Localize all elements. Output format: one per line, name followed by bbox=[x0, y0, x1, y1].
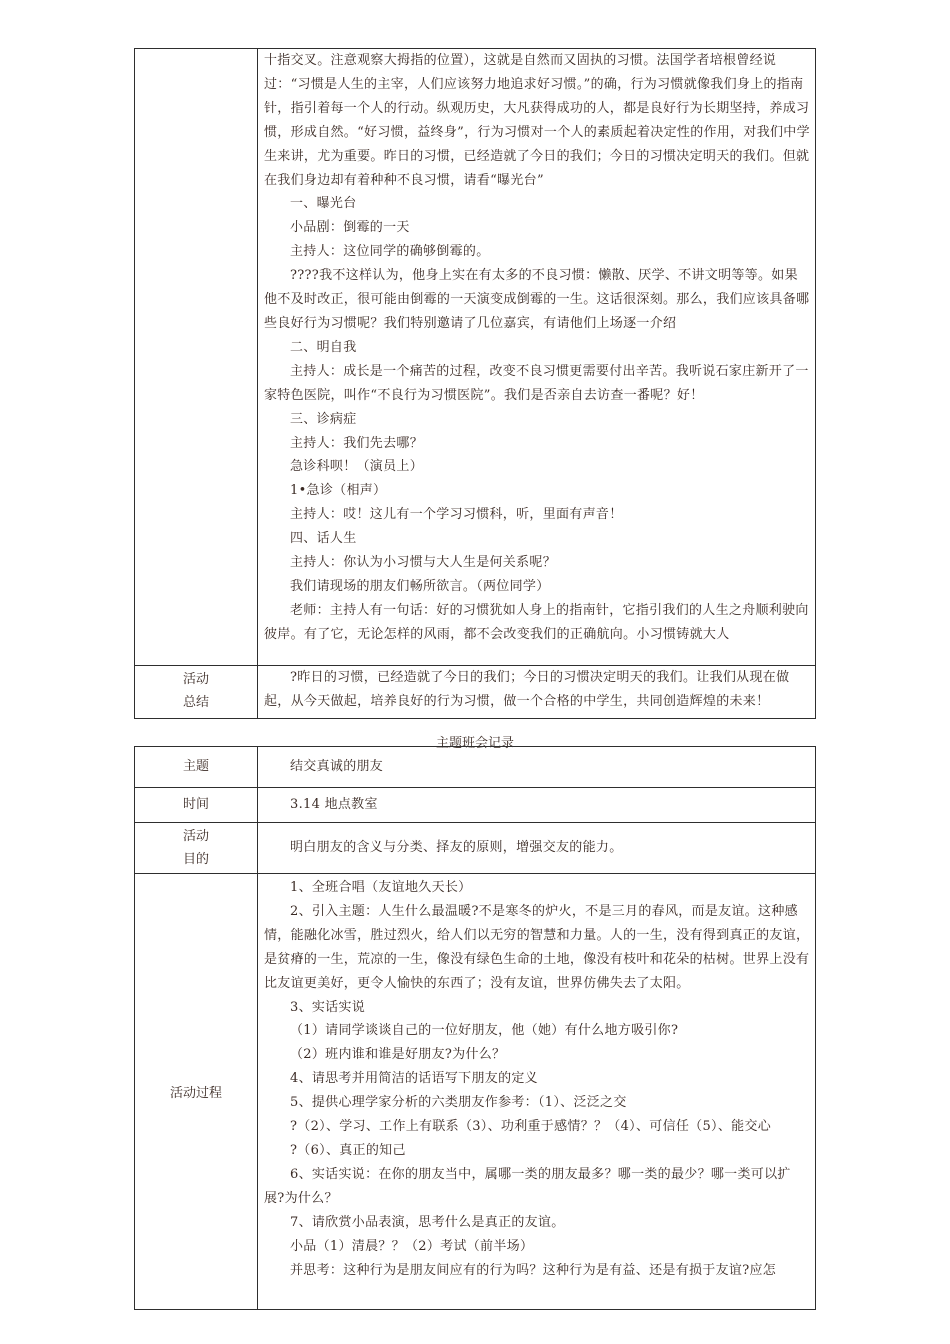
section-heading: 三、诊病症 bbox=[290, 411, 357, 427]
purpose-label: 活动 bbox=[182, 829, 209, 844]
table-row bbox=[135, 666, 816, 719]
table-row bbox=[135, 874, 816, 1310]
summary-text: ?昨日的习惯，已经造就了今日的我们；今日的习惯决定明天的我们。让我们从现在做起，从今天做起，培养良好的行为习惯，做一个合格的中学生，共同创造辉煌的未来！ bbox=[264, 670, 790, 709]
paragraph: ????我不这样认为，他身上实在有太多的不良习惯：懒散、厌学、不讲文明等等。如果他不及时改正，很可能由倒霉的一天演变成倒霉的一生。这话很深刻。那么，我们应该具备哪些良好行为习惯呢？我们特别邀请了几位嘉宾，有请他们上场逐一介绍 bbox=[264, 268, 810, 331]
paragraph: 主持人：我们先去哪？ bbox=[290, 435, 424, 451]
paragraph: ?（2）、学习、工作上有联系（3）、功利重于感情？？（4）、可信任（5）、能交心 bbox=[290, 1119, 772, 1135]
process-label-cell bbox=[135, 49, 258, 666]
paragraph: 主持人：哎！这儿有一个学习习惯科，听，里面有声音！ bbox=[290, 507, 623, 523]
purpose-label-cell bbox=[135, 823, 258, 874]
table-row bbox=[135, 823, 816, 874]
table-row bbox=[135, 747, 816, 788]
theme-value: 结交真诚的朋友 bbox=[258, 747, 816, 788]
table-row bbox=[135, 788, 816, 823]
paragraph: （1）请同学谈谈自己的一位好朋友，他（她）有什么地方吸引你? bbox=[290, 1023, 679, 1039]
paragraph: 6、实话实说：在你的朋友当中，属哪一类的朋友最多？哪一类的最少？哪一类可以扩展?为什么？ bbox=[264, 1166, 791, 1206]
paragraph: 2、引入主题：人生什么最温暖?不是寒冬的炉火，不是三月的春风，而是友谊。这种感情，能融化冰雪，胜过烈火，给人们以无穷的智慧和力量。人的一生，没有得到真正的友谊，是贫瘠的一生，荒凉的一生，像没有绿色生命的土地，像没有枝叶和花朵的枯树。世界上没有比友谊更美好，更令人愉快的东西了；没有友谊，世界仿佛失去了太阳。 bbox=[264, 903, 810, 991]
purpose-label: 目的 bbox=[182, 852, 209, 867]
summary-label-cell bbox=[135, 666, 258, 719]
process-content-cell bbox=[258, 874, 816, 1310]
purpose-value: 明白朋友的含义与分类、择友的原则，增强交友的能力。 bbox=[258, 823, 816, 874]
section-heading: 四、话人生 bbox=[290, 531, 357, 547]
paragraph: 1、全班合唱（友谊地久天长） bbox=[290, 880, 472, 895]
paragraph: （2）班内谁和谁是好朋友?为什么？ bbox=[290, 1047, 506, 1063]
summary-label: 总结 bbox=[182, 695, 209, 710]
table-row bbox=[135, 49, 816, 666]
record-table bbox=[134, 746, 816, 1310]
paragraph: 我们请现场的朋友们畅所欲言。（两位同学） bbox=[290, 578, 550, 594]
time-label: 时间 bbox=[135, 788, 258, 823]
theme-label: 主题 bbox=[135, 747, 258, 788]
paragraph: ?（6）、真正的知己 bbox=[290, 1142, 406, 1158]
paragraph: 1•急诊（相声） bbox=[290, 483, 387, 499]
paragraph: 3、实话实说 bbox=[290, 999, 366, 1015]
paragraph: 并思考：这种行为是朋友间应有的行为吗？这种行为是有益、还是有损于友谊?应怎 bbox=[290, 1262, 777, 1278]
paragraph: 十指交叉。注意观察大拇指的位置），这就是自然而又固执的习惯。法国学者培根曾经说过：“习惯是人生的主宰，人们应该努力地追求好习惯。”的确，行为习惯就像我们身上的指南针，指引着每一个人的行动。纵观历史，大凡获得成功的人，都是良好行为长期坚持，养成习惯，形成自然。“好习惯，益终身”，行为习惯对一个人的素质起着决定性的作用，对我们中学生来讲，尤为重要。昨日的习惯，已经造就了今日的我们；今日的习惯决定明天的我们。但就在我们身边却有着种种不良习惯，请看“曝光台” bbox=[264, 53, 810, 188]
section-heading: 一、曝光台 bbox=[290, 196, 357, 212]
paragraph: 主持人：这位同学的确够倒霉的。 bbox=[290, 244, 490, 260]
process-content bbox=[264, 49, 811, 665]
process-label: 活动过程 bbox=[135, 874, 258, 1310]
process-content bbox=[264, 874, 811, 1309]
time-value: 3.14 地点教室 bbox=[258, 788, 816, 823]
section-heading: 二、明自我 bbox=[290, 339, 357, 355]
paragraph: 5、提供心理学家分析的六类朋友作参考：（1）、泛泛之交 bbox=[290, 1095, 627, 1111]
summary-label: 活动 bbox=[182, 672, 209, 687]
summary-content-cell bbox=[258, 666, 816, 719]
paragraph: 急诊科呗！（演员上） bbox=[290, 459, 424, 475]
process-content-cell bbox=[258, 49, 816, 666]
paragraph: 小品剧：倒霉的一天 bbox=[290, 220, 410, 236]
page-title: 主题班会记录 bbox=[435, 736, 514, 751]
paragraph: 主持人：你认为小习惯与大人生是何关系呢？ bbox=[290, 555, 557, 571]
paragraph: 小品（1）清晨？？（2）考试（前半场） bbox=[290, 1238, 534, 1254]
paragraph: 老师：主持人有一句话：好的习惯犹如人身上的指南针，它指引我们的人生之舟顺利驶向彼岸。有了它，无论怎样的风雨，都不会改变我们的正确航向。小习惯铸就大人 bbox=[264, 602, 809, 642]
paragraph: 主持人：成长是一个痛苦的过程，改变不良习惯更需要付出辛苦。我听说石家庄新开了一家特色医院，叫作“不良行为习惯医院”。我们是否亲自去访查一番呢？好！ bbox=[264, 363, 809, 403]
paragraph: 7、请欣赏小品表演，思考什么是真正的友谊。 bbox=[290, 1214, 565, 1230]
record-table-continued bbox=[134, 48, 816, 719]
paragraph: 4、请思考并用简洁的话语写下朋友的定义 bbox=[290, 1071, 538, 1087]
